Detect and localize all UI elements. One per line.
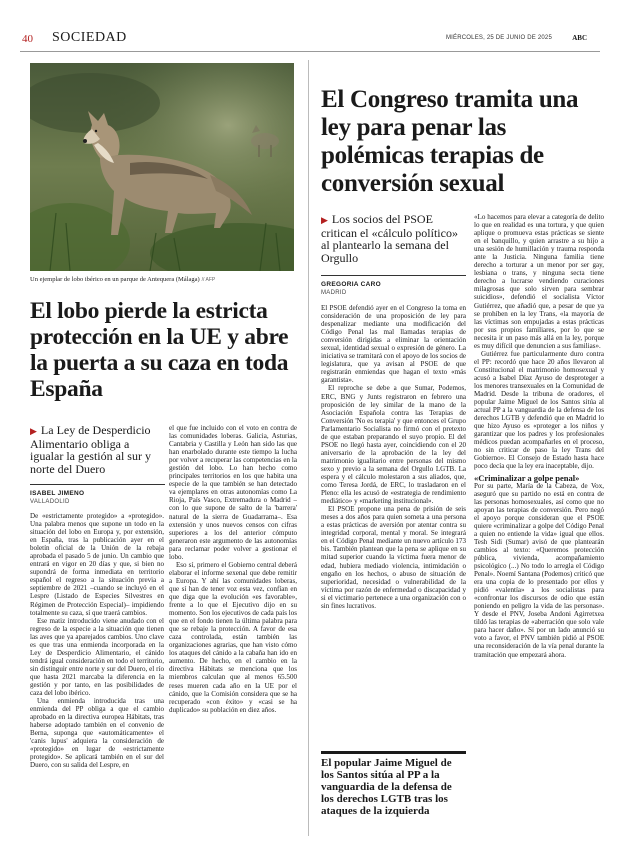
- wolf-paragraph: De «estrictamente protegido» a «protegido». Una palabra menos que supone un todo en la situación del lobo en Europa y, por extensión, en España, tras la publicación ayer en el boletín oficial de la Unión de la rebaja aprobada el pasado 5 de junio. Un cambio que entrará en vigor en 20 días y que, si bien no supondrá de forma inmediata en territorio español el regreso a la situación previa a septiembre de 2021 –cuando se incluyó en el Lespre (Listado de Especies Silvestres en Régimen de Protección Especial)– impidiendo totalmente su caza, sí que traerá cambios.: [30, 512, 164, 617]
- newspaper-name: ABC: [572, 34, 587, 42]
- wolf-author: ISABEL JIMENO: [30, 490, 85, 497]
- congress-location: MADRID: [321, 290, 347, 296]
- header-rule: [20, 51, 600, 52]
- congress-paragraph: «Lo hacemos para elevar a categoría de delito lo que en realidad es una tortura, y que quien aplique o promueva estas prácticas se siente en el banquillo, y quien arrastre a su hijo a una sesión de humillación y trauma responda ante la Justicia. Ninguna familia tiene derecho a torturar a un menor por ser gay, lesbiana o trans, y ninguna secta tiene derecho a lucrarse vendiendo curaciones milagrosas que solo sirven para sembrar suicidios», defendió el socialista Víctor Gutiérrez, que añadió que, a pesar de que ya se prohíben en la ley Trans, «la mayoría de las víctimas son empujadas a estas prácticas por sus propios familiares, por lo que se necesita ir un paso más allá en la ley, porque es muy difícil que denuncien a sus familias».: [474, 213, 604, 350]
- congress-paragraph: El PSOE defendió ayer en el Congreso la toma en consideración de una proposición de ley para despenalizar mediante una modificación del Código Penal las mal llamadas terapias de conversión dirigidas a eliminar la orientación sexual, identidad sexual o expresión de género. La iniciativa se tramitará con el apoyo de los socios de legislatura, que ya avisan al PSOE de que registrarán enmiendas que hagan el texto «más garantista».: [321, 304, 466, 385]
- wolf-headline: El lobo pierde la estricta protección en la UE y abre la puerta a su caza en toda España: [30, 298, 289, 402]
- congress-column-1: [321, 304, 466, 745]
- wolf-kicker: [30, 424, 165, 475]
- page-number: 40: [22, 33, 33, 45]
- congress-paragraph: El PSOE propone una pena de prisión de seis meses a dos años para quien someta a una persona a estas prácticas de aversión por atentar contra su integridad corporal, mental y moral. Se integrará en el Código Penal mediante un nuevo artículo 173 bis. También plantean que la pena se aplique en su mitad superior cuando la víctima fuera menor de edad, hubiera mediado violencia, intimidación o engaño en los hechos, o abuso de situación de superioridad, necesidad o vulnerabilidad de la víctima por razón de enfermedad o discapacidad y si el victimario pertenece a una organización con o sin fines lucrativos.: [321, 505, 466, 610]
- congress-subhead: «Criminalizar a golpe penal»: [474, 472, 580, 483]
- pull-quote: El popular Jaime Miguel de los Santos sitúa al PP a la vanguardia de la defensa de los derechos LGTB tras los ataques de la izquierda: [321, 757, 452, 817]
- wolf-column-2: [169, 424, 297, 834]
- congress-column-2: [474, 213, 604, 834]
- congress-paragraph: El reproche se debe a que Sumar, Podemos, ERC, BNG y Junts registraron en febrero una proposición de ley similar de la mano de la Asociación Española contra las Terapias de Conversión 'No es terapia' y que entonces el Grupo Parlamentario Socialista no firmó con el pretexto de que estaban preparando el suyo propio. El del PSOE no llegó hasta ayer, coincidiendo con el 20 aniversario de la aprobación de la ley del matrimonio igualitario entre personas del mismo sexo y previo a la semana del Orgullo LGTB. La espera y el cálculo molestaron a sus aliados, que, como Teresa Jordá, de ERC, lo trasladaron en el Pleno: ella les acusó de «estrategia de rendimiento mediático» y «marketing institucional».: [321, 384, 466, 506]
- pull-quote-bar: [321, 751, 466, 754]
- wolf-paragraph: Ese matiz introducido viene anudado con el regreso de la especie a la situación que tienen las aves que ya aparejados cambios. Uno clave es que tras una enmienda incorporada en la Ley de Desperdicio Alimentario, el cánido tendrá igual consideración en todo el territorio, sin distinguir entre norte y sur del Duero, el río que hasta 2021 marcaba la diferencia en la gestión y por tanto, en las posibilidades de caza del lobo ibérico.: [30, 616, 164, 698]
- congress-author: GREGORIA CARO: [321, 281, 381, 288]
- photo-credit: // AFP: [201, 277, 216, 283]
- column-divider: [308, 60, 309, 836]
- congress-headline: El Congreso tramita una ley para penar las polémicas terapias de conversión sexual: [321, 86, 579, 197]
- wolf-paragraph: Una enmienda introducida tras una enmienda del PP obliga a que el cambio aprobado en la directiva europea Hábitats, tras haberse adoptado también en el convenio de Berna, suponga que «automáticamente» el 'canis lupus' adquiera la consideración de «protegido» en lugar de «estrictamente protegido». Se aplicará también en el sur del Duero, con su salida del Lespre, en: [30, 697, 164, 770]
- wolf-location: VALLADOLID: [30, 499, 70, 505]
- caption-text: Un ejemplar de lobo ibérico en un parque de Antequera (Málaga): [30, 276, 200, 283]
- section-title: SOCIEDAD: [52, 30, 127, 45]
- congress-kicker: [321, 213, 466, 264]
- congress-paragraph: Por su parte, María de la Cabeza, de Vox, aseguró que su partido no está en contra de las personas homosexuales, así como que no apoyan las terapias de conversión. Pero negó el apoyo porque consideran que el PSOE quiere «criminalizar a golpe del Código Penal a quien no entiende la vida» igual que ellos. Tesh Sidi (Sumar) avisó de que plantearán cambios al texto: «Queremos protección pública, vivienda, acompañamiento psicológico (...) No todo lo arregla el Código Penal». Noemí Santana (Podemos) criticó que era una copia de lo presentado por ellos y pidió «valentía» a los socialistas para «confrontar los discursos de odio que están poniendo en peligro la vida de las personas». Y desde el PNV, Joseba Andoni Agirretxea tildó las terapias de «aberración que solo vale para hacer daño». Sí por un lado anunció su voto a favor, el PNV también pidió al PSOE una reconsideración de la vía penal durante la tramitación que empezará ahora.: [474, 481, 604, 659]
- wolf-column-1: [30, 512, 164, 834]
- wolf-photo: [30, 63, 294, 271]
- congress-byline-rule: [321, 275, 466, 276]
- wolf-byline-rule: [30, 484, 165, 485]
- triangle-bullet-icon: ▶: [321, 215, 328, 225]
- wolf-illustration: [30, 63, 294, 271]
- congress-kicker-text: Los socios del PSOE critican el «cálculo político» al plantearlo la semana del Orgullo: [321, 212, 458, 265]
- photo-caption: [30, 276, 294, 283]
- triangle-bullet-icon: ▶: [30, 426, 37, 436]
- issue-date: MIÉRCOLES, 25 DE JUNIO DE 2025: [445, 35, 552, 41]
- congress-paragraph: Gutiérrez fue particularmente duro contra el PP: recordó que hace 20 años llevaron al Constitucional el matrimonio homosexual y acusó a Isabel Díaz Ayuso de desproteger a los menores transexuales en la Comunidad de Madrid. Desde la tribuna de oradores, el popular Jaime Miguel de los Santos sitúa al actual PP a la vanguardia de la defensa de los derechos LGTB y defendió que en Madrid lo que hizo Ayuso es «proteger a los niños y garantizar que los padres y los profesionales médicos puedan acompañarles en el proceso, no sin criticar de paso la ley Trans del Gobierno». El Consejo de Estado hasta hace poco decía que la ley era inaceptable, dijo.: [474, 349, 604, 471]
- wolf-paragraph: el que fue incluido con el voto en contra de las comunidades loberas. Galicia, Asturias, Cantabria y Castilla y León han sido las que han enarbolado durante este tiempo la lucha por volver a recuperar las competencias en la gestión del lobo. Lo han hecho como principales territorios en los que habita una especie de la que también se han detectado va ejemplares en otras autonomías como La Rioja, País Vasco, Extremadura o Madrid –con lo que supone de salto de la 'barrera' natural de la sierra de Guadarrama–. Esa extensión y unos nuevos censos con cifras superiores a los del anterior cómputo generaron este argumento de las autonomías para reclamar poder volver a gestionar el lobo.: [169, 424, 297, 561]
- wolf-paragraph: Eso sí, primero el Gobierno central deberá elaborar el informe sexenal que debe remitir a Europa. Y ahí las comunidades loberas, que sí han de tener voz esta vez, confían en que diga que la evolución «es favorable», frente a lo que el Ejecutivo dijo en su momento. Son los ejecutivos de cada país los que en el fondo tienen la última palabra para que se rebaje la protección. A favor de esa caza controlada, están también las organizaciones agrarias, que han visto cómo los ataques del cánido a la cabaña han ido en aumento. De hecho, en el cambio en la directiva Hábitats se menciona que los miembros calculan que al menos 65.500 reses mueren cada año en la UE por el cánido, que la Comisión considera que se ha recuperado «con éxito» y «casi se ha duplicado» su población en diez años.: [169, 560, 297, 714]
- wolf-kicker-text: La Ley de Desperdicio Alimentario obliga a igualar la gestión al sur y norte del Duero: [30, 423, 151, 476]
